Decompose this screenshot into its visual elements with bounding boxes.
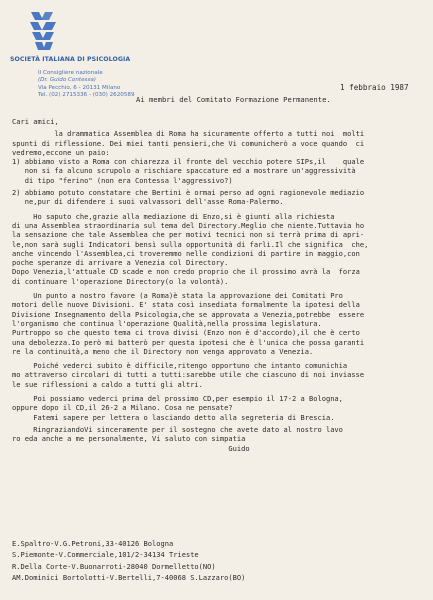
- body-line: Poi possiamo vederci prima del prossimo CD,per esempio il 17-2 a Bologna,: [12, 394, 343, 404]
- body-line: Purtroppo so che questo tema ci trova divisi (Enzo non è d'accordo),il che è certo: [12, 328, 360, 338]
- body-line: poche speranze di arrivare a Venezia col Directory.: [12, 258, 229, 268]
- organization-name: SOCIETÀ ITALIANA DI PSICOLOGIA: [10, 56, 131, 63]
- body-line: Dopo Venezia,l'attuale CD scade e non credo proprio che il prossimo avrà la forza: [12, 267, 360, 277]
- body-line: la sensazione che tale Assemblea che per motivi tecnici non si terrà prima di apri-: [12, 230, 365, 240]
- distribution-entry: R.Della Corte-V.Buonarroti-28040 Dormelletto(NO): [12, 561, 216, 571]
- body-line: Fatemi sapere per lettera o lasciando detto alla segreteria di Brescia.: [12, 412, 335, 422]
- body-line: non si fa alcuno scrupolo a rischiare spaccature ed a mostrare un'aggressività: [12, 166, 356, 176]
- letter-date: 1 febbraio 1987: [340, 83, 409, 92]
- body-line: una debolezza.Io però mi batterò per questa ipotesi che è l'unica che possa garanti: [12, 337, 365, 347]
- letterhead-address: Via Pecchio, 6 - 20131 Milano: [38, 84, 121, 91]
- salutation: Cari amici,: [12, 117, 59, 126]
- body-line: di una Assemblea straordinaria sul tema del Directory.Meglio che niente.Tuttavia ho: [12, 220, 365, 230]
- body-line: motori delle nuove Divisioni. E' stata così insediata formalmente la ipotesi della: [12, 300, 360, 310]
- letterhead-name: (Dr. Guido Contessa): [38, 77, 96, 84]
- body-line: 2) abbiamo potuto constatare che Bertini è ormai perso ad ogni ragionevole mediazio: [12, 188, 365, 198]
- letterhead-phone: Tel. (02) 2715336 - (030) 2620589: [38, 92, 135, 99]
- body-line: ne,pur di difendere i suoi valvassori dell'asse Roma-Palermo.: [12, 197, 284, 207]
- body-line: la drammatica Assemblea di Roma ha sicuramente offerto a tutti noi molti: [12, 129, 365, 139]
- body-line: di tipo "ferino" (non era Contessa l'aggressivo?): [12, 175, 233, 185]
- letter-body: [12, 117, 427, 453]
- distribution-entry: E.Spaltro-V.G.Petroni,33-40126 Bologna: [12, 539, 174, 548]
- distribution-entry: AM.Dominici Bortolotti-V.Bertelli,7-40068 S.Lazzaro(BO): [12, 572, 246, 582]
- letterhead-details: [38, 70, 135, 100]
- body-line: l'organismo che continua l'operazione Qualità,nella prossima legislatura.: [12, 318, 322, 328]
- body-line: ro eda anche a me personalmente, Vi saluto con simpatia: [12, 434, 246, 444]
- body-line: mo attraverso circolari di tutti a tutti:sarebbe utile che ciascuno di noi inviasse: [12, 370, 365, 380]
- body-line: 1) abbiamo visto a Roma con chiarezza il fronte del vecchio potere SIPs,il quale: [12, 157, 365, 167]
- letterhead-role: Il Consigliere nazionale: [38, 70, 103, 76]
- distribution-list: [12, 538, 245, 583]
- letter-recipients: Ai membri del Comitato Formazione Permanente.: [136, 95, 331, 104]
- body-line: re la continuità,a meno che il Directory non venga approvato a Venezia.: [12, 346, 314, 356]
- signature: Guido: [12, 443, 250, 453]
- society-logo-icon: [26, 8, 62, 54]
- body-line: oppure dopo il CD,il 26-2 a Milano. Cosa ne pensate?: [12, 403, 233, 413]
- body-line: anche vincendo l'Assemblea,ci troveremmo nelle condizioni di partire in maggio,con: [12, 248, 360, 258]
- body-line: vedremo,eccone un paio:: [12, 147, 110, 157]
- body-line: le sue riflessioni a caldo a tutti gli altri.: [12, 379, 203, 389]
- body-line: di continuare l'operazione Directory(o la volontà).: [12, 276, 229, 286]
- body-line: Un punto a nostro favore (a Roma)è stata la approvazione dei Comitati Pro: [12, 291, 343, 301]
- body-line: spunti di riflessione. Dei miei tanti pensieri,che Vi comunicherò a voce quando ci: [12, 138, 365, 148]
- body-line: Ho saputo che,grazie alla mediazione di Enzo,si è giunti alla richiesta: [12, 211, 335, 221]
- body-line: RingraziandoVi sinceramente per il sostegno che avete dato al nostro lavo: [12, 424, 343, 434]
- body-line: Poiché vederci subito è difficile,ritengo opportuno che intanto comunichia: [12, 361, 348, 371]
- body-line: le,non sarà sugli Indicatori bensì sulla opportunità di farli.Il che significa che,: [12, 239, 369, 249]
- body-line: Divisione Insegnamento della Psicologia,che se approvata a Venezia,potrebbe essere: [12, 309, 365, 319]
- distribution-entry: S.Piemonte-V.Commerciale,101/2-34134 Trieste: [12, 550, 199, 560]
